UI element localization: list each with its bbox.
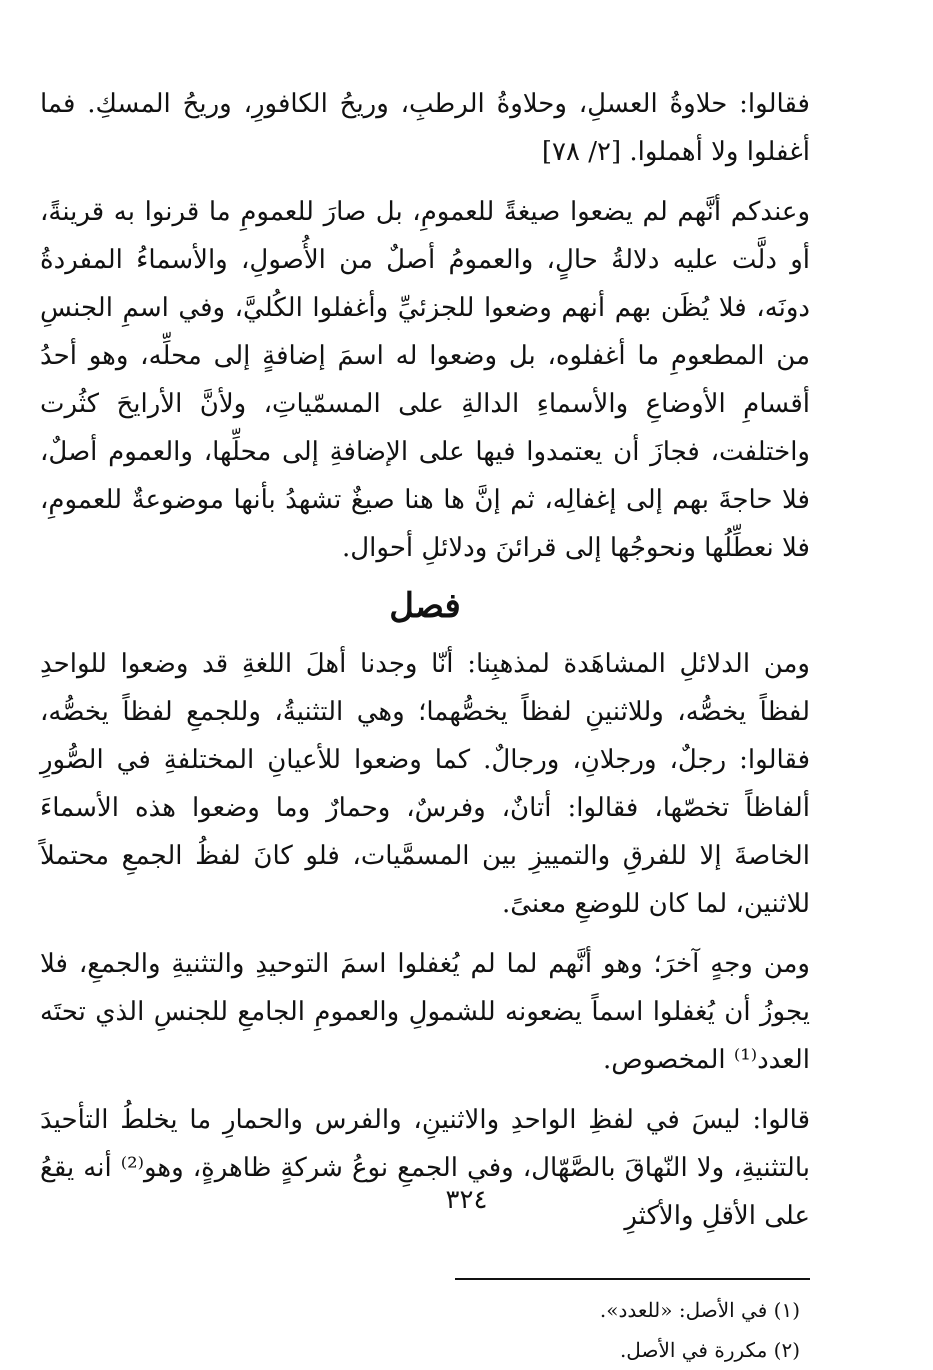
paragraph-1: فقالوا: حلاوةُ العسلِ، وحلاوةُ الرطبِ، وريحُ الكافورِ، وريحُ المسكِ. فما أغفلوا ولا أهملوا. [٢/ ٧٨]	[40, 89, 810, 167]
paragraph-3: ومن الدلائلِ المشاهَدة لمذهبِنا: أنّا وجدنا أهلَ اللغةِ قد وضعوا للواحدِ لفظاً يخصُّه، وللاثنينِ لفظاً يخصُّهما؛ وهي التثنيةُ، وللجمعِ لفظاً يخصُّه، فقالوا: رجلٌ، ورجلانِ، ورجالٌ. كما وضعوا للأعيانِ المختلفةِ في الصُّورِ ألفاظاً تخصّها، فقالوا: أتانٌ، وفرسٌ، وحمارٌ وما وضعوا هذه الأسماءَ الخاصةَ إلا للفرقِ والتمييزِ بين المسمَّيات، فلو كانَ لفظُ الجمعِ محتملاً للاثنين، لما كان للوضعِ معنىً.	[40, 649, 810, 919]
page-number: ٣٢٤	[445, 1185, 488, 1215]
footnote-2: (٢) مكررة في الأصل.	[619, 1338, 800, 1362]
book-page	[40, 80, 810, 1362]
section-title: فصل	[389, 586, 461, 626]
paragraph-2: وعندكم أنَّهم لم يضعوا صيغةً للعمومِ، بل صارَ للعمومِ ما قرنوا به قرينةً، أو دلَّت عليه دلالةُ حالٍ، والعمومُ أصلٌ من الأُصولِ، والأسماءُ المفردةُ دونَه، فلا يُظَن بهم أنهم وضعوا للجزئيِّ وأغفلوا الكُليَّ، وفي اسمِ الجنسِ من المطعومِ ما أغفلوه، بل وضعوا له اسمَ إضافةٍ إلى محلِّه، وهو أحدُ أقسامِ الأوضاعِ والأسماءِ الدالةِ على المسمّياتِ، ولأنَّ الأرايحَ كثُرت واختلفت، فجازَ أن يعتمدوا فيها على الإضافةِ إلى محلِّها، والعموم أصلٌ، فلا حاجةَ بهم إلى إغفالِه، ثم إنَّ ها هنا صيغٌ تشهدُ بأنها موضوعةٌ للعمومِ، فلا نعطِّلُها ونحوجُها إلى قرائنَ ودلائلِ أحوال.	[40, 197, 810, 563]
footnote-1: (١) في الأصل: «للعدد».	[599, 1298, 800, 1322]
paragraph-4: ومن وجهٍ آخرَ؛ وهو أنَّهم لما لم يُغفلوا اسمَ التوحيدِ والتثنيةِ والجمعِ، فلا يجوزُ أن يُغفلوا اسماً يضعونه للشمولِ والعمومِ الجامعِ للجنسِ الذي تحتَه العدد⁽¹⁾ المخصوص.	[40, 949, 810, 1075]
footnote-divider	[455, 1278, 810, 1280]
paragraph-5: قالوا: ليسَ في لفظِ الواحدِ والاثنينِ، والفرس والحمارِ ما يخلطُ التأحيدَ بالتثنيةِ، ولا النّهاقَ بالصَّهّال، وفي الجمعِ نوعُ شركةٍ ظاهرةٍ، وهو⁽²⁾ أنه يقعُ على الأقلِ والأكثرِ	[40, 1105, 810, 1231]
